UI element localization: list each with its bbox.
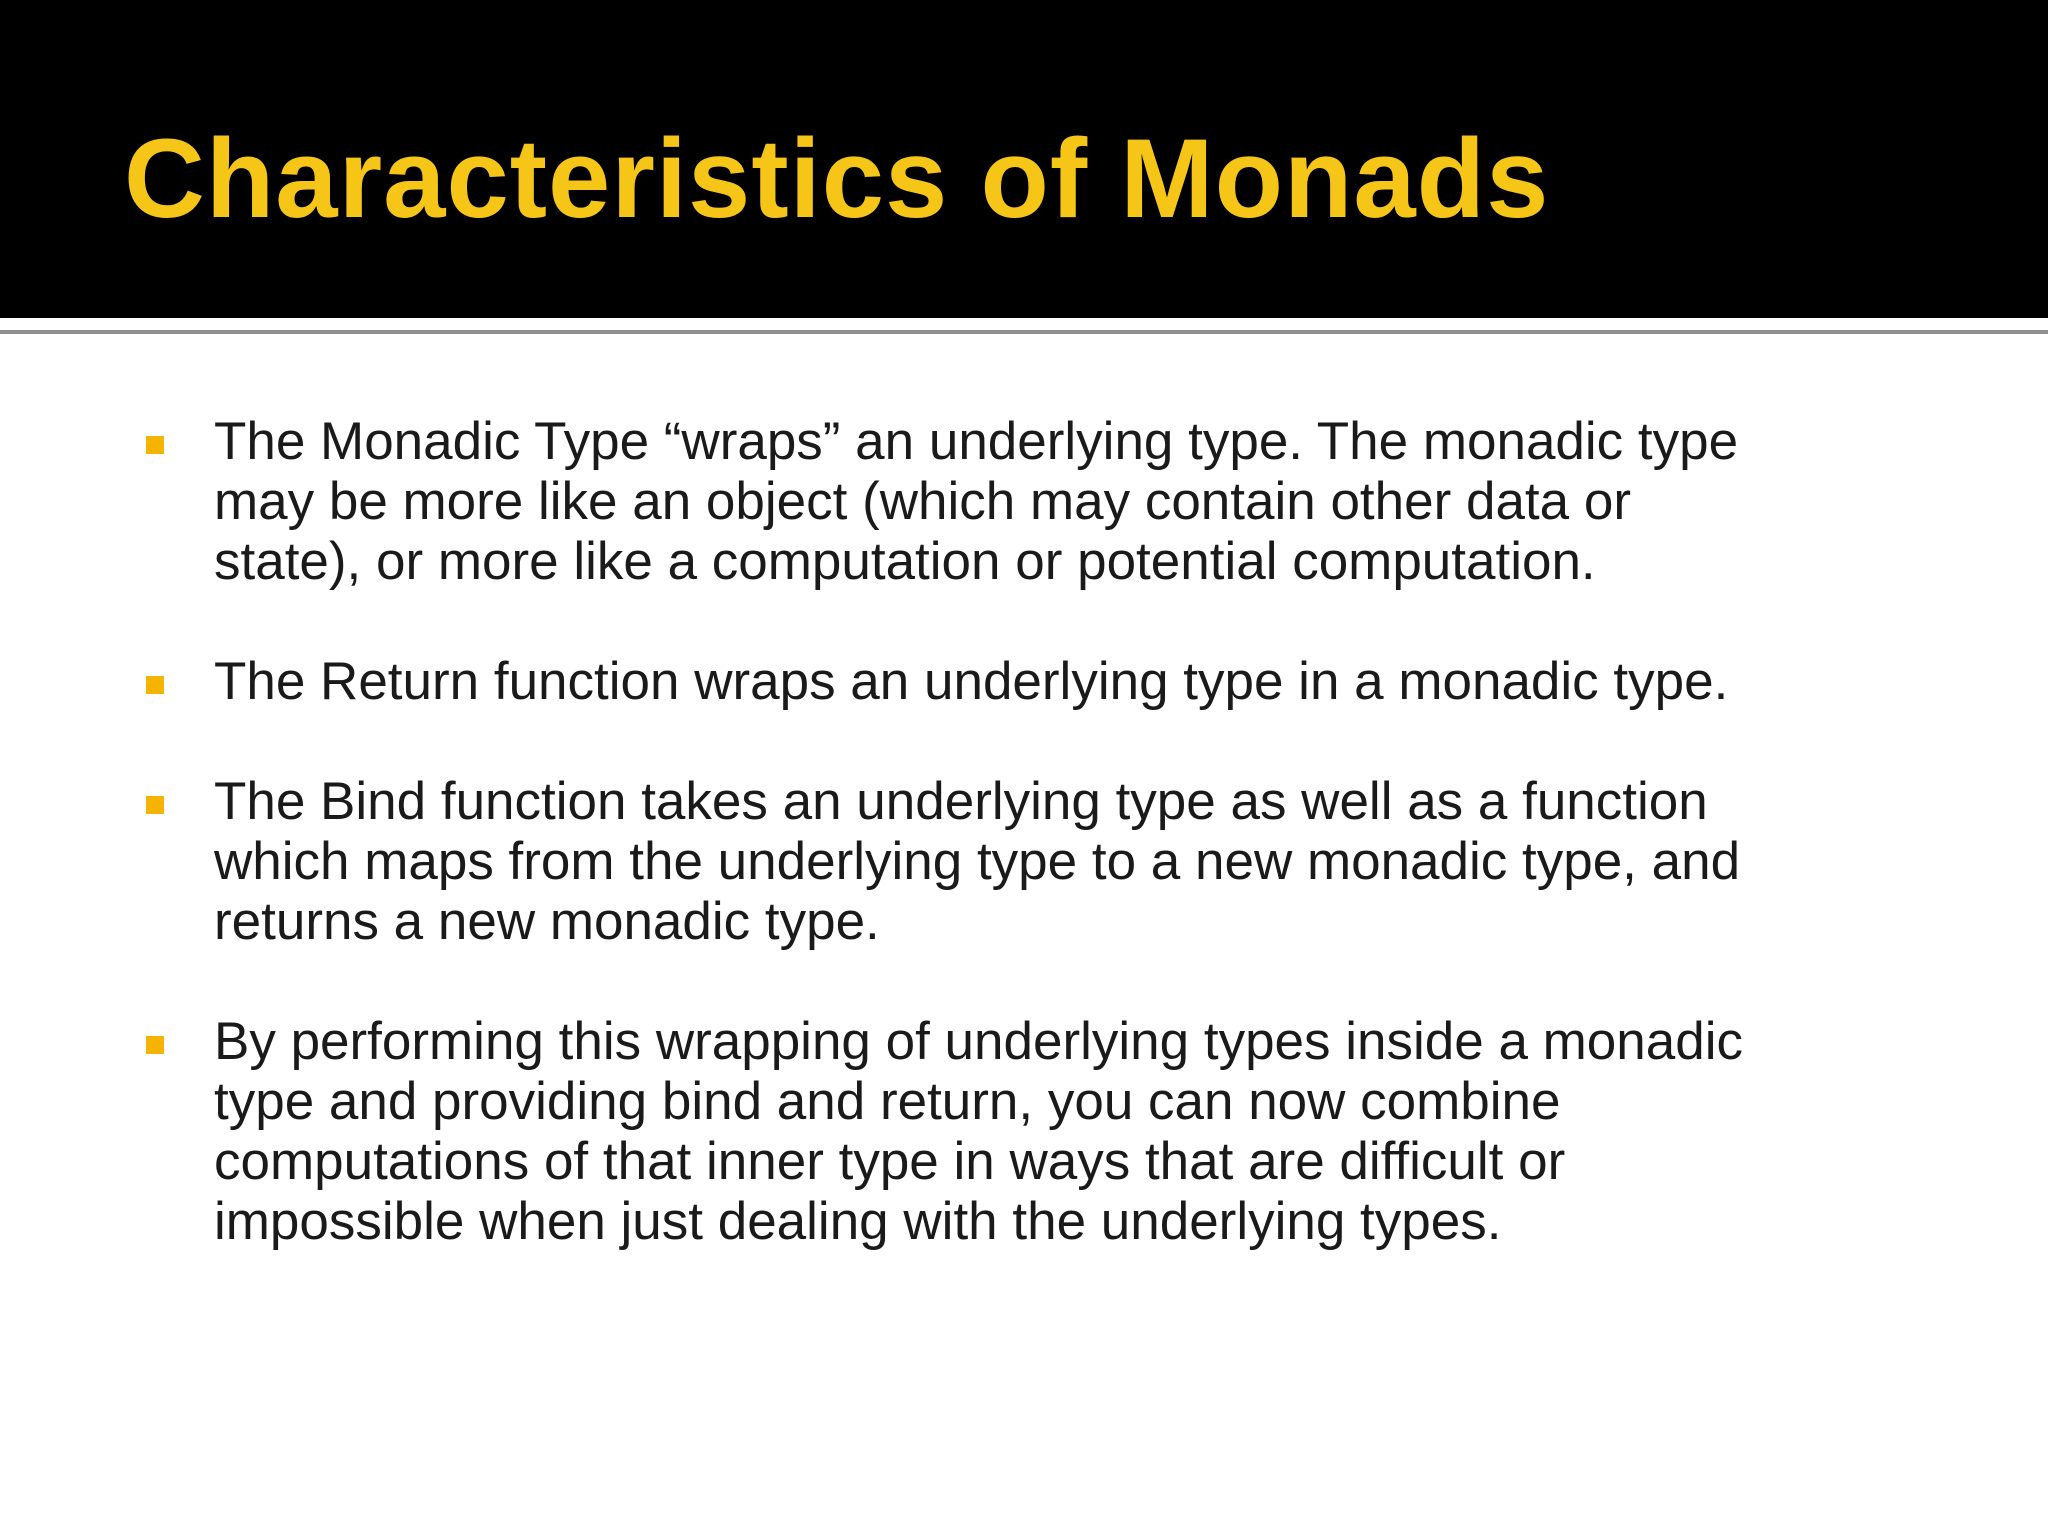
bullet-line: The Monadic Type “wraps” an underlying type. The monadic type bbox=[214, 412, 1739, 471]
bullet-line: The Return function wraps an underlying type in a monadic type. bbox=[214, 652, 1729, 711]
bullet-list bbox=[146, 412, 1946, 1312]
square-bullet-icon bbox=[146, 796, 164, 814]
slide-title: Characteristics of Monads bbox=[124, 116, 1550, 241]
bullet-line: By performing this wrapping of underlying types inside a monadic bbox=[214, 1012, 1743, 1071]
bullet-line: computations of that inner type in ways that are difficult or bbox=[214, 1132, 1566, 1191]
bullet-item-wrapping-benefit bbox=[146, 1012, 1946, 1252]
title-bar bbox=[0, 0, 2048, 318]
bullet-line: type and providing bind and return, you can now combine bbox=[214, 1072, 1561, 1131]
square-bullet-icon bbox=[146, 676, 164, 694]
title-divider-grey bbox=[0, 330, 2048, 334]
square-bullet-icon bbox=[146, 1036, 164, 1054]
bullet-line: may be more like an object (which may contain other data or bbox=[214, 472, 1631, 531]
square-bullet-icon bbox=[146, 436, 164, 454]
bullet-line: state), or more like a computation or potential computation. bbox=[214, 532, 1596, 591]
bullet-line: returns a new monadic type. bbox=[214, 892, 880, 951]
bullet-line: The Bind function takes an underlying type as well as a function bbox=[214, 772, 1708, 831]
bullet-line: which maps from the underlying type to a new monadic type, and bbox=[214, 832, 1741, 891]
bullet-item-bind-function bbox=[146, 772, 1946, 952]
bullet-line: impossible when just dealing with the underlying types. bbox=[214, 1192, 1502, 1251]
title-divider-white bbox=[0, 318, 2048, 330]
bullet-item-return-function bbox=[146, 652, 1946, 712]
bullet-item-monadic-type bbox=[146, 412, 1946, 592]
